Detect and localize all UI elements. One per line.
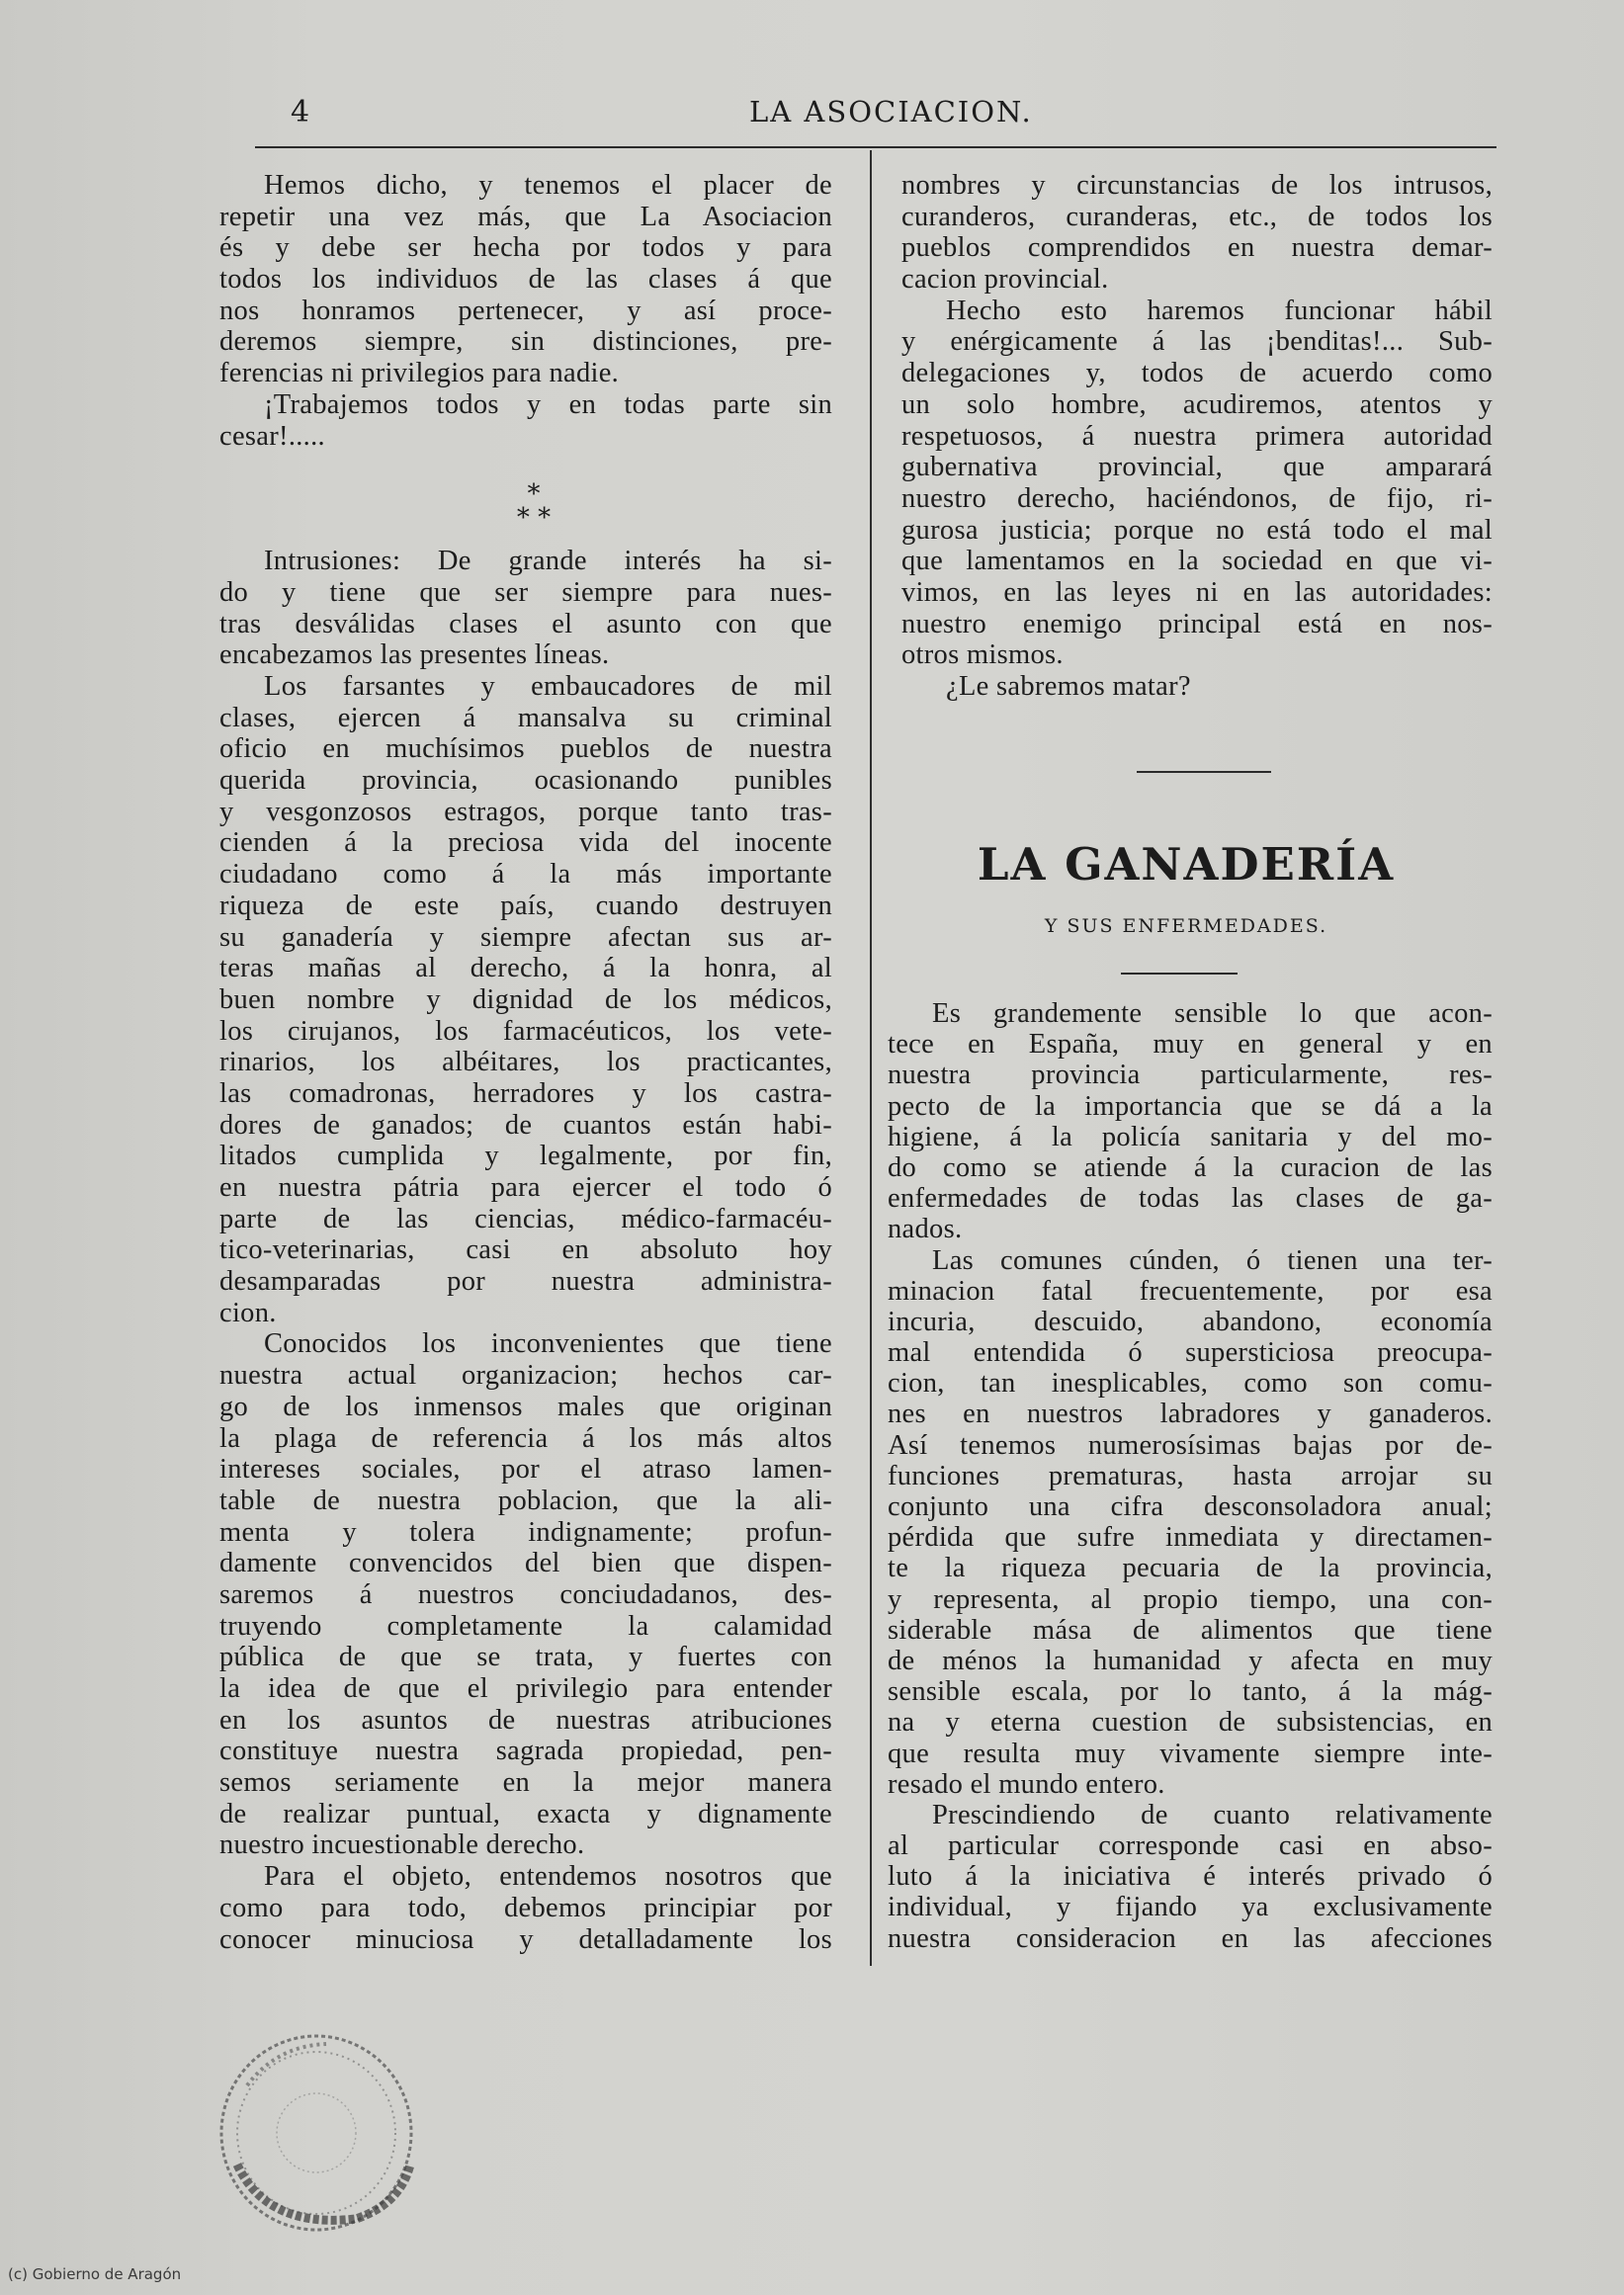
text-line: riqueza de este país, cuando destruyen: [219, 890, 832, 921]
text-line: en los asuntos de nuestras atribuciones: [219, 1704, 832, 1736]
text-line: ferencias ni privilegios para nadie.: [219, 358, 620, 389]
text-line: Conocidos los inconvenientes que tiene: [264, 1328, 832, 1360]
text-line: desamparadas por nuestra administra-: [219, 1266, 832, 1298]
text-line: nados.: [888, 1214, 963, 1245]
text-line: dores de ganados; de cuantos están habi-: [219, 1109, 832, 1141]
text-line: mal entendida ó supersticiosa preocupa-: [888, 1337, 1493, 1369]
image-credit: (c) Gobierno de Aragón: [8, 2265, 182, 2283]
right-column-top: [901, 170, 1493, 703]
text-line: cion, tan inesplicables, como son comu-: [888, 1368, 1493, 1400]
text-line: saremos á nuestros conciudadanos, des-: [219, 1578, 832, 1610]
text-line: go de los inmensos males que originan: [219, 1391, 832, 1422]
text-line: Prescindiendo de cuanto relativamente: [932, 1799, 1493, 1830]
text-line: sensible escala, por lo tanto, á la mág-: [888, 1676, 1493, 1708]
text-line: do como se atiende á la curacion de las: [888, 1151, 1493, 1183]
text-line: damente convencidos del bien que dispen-: [219, 1548, 832, 1579]
text-line: y representa, al propio tiempo, una con-: [888, 1583, 1493, 1615]
text-line: [219, 452, 832, 483]
text-line: gubernativa provincial, que amparará: [901, 452, 1493, 483]
section-rule-top: [1137, 771, 1271, 773]
library-stamp-seal: [208, 2016, 425, 2242]
text-line: y vesgonzosos estragos, porque tanto tras-: [219, 796, 832, 827]
text-line: cion.: [219, 1297, 277, 1328]
text-line: és y debe ser hecha por todos y para: [219, 232, 832, 264]
text-line: nuestro enemigo principal está en nos-: [901, 608, 1493, 639]
left-column: [219, 170, 832, 1955]
text-line: luto á la iniciativa é interés privado ó: [888, 1861, 1493, 1893]
text-line: table de nuestra poblacion, que la ali-: [219, 1485, 832, 1516]
text-line: deremos siempre, sin distinciones, pre-: [219, 326, 832, 358]
text-line: nuestra consideracion en las afecciones: [888, 1922, 1493, 1954]
text-line: cienden á la preciosa vida del inocente: [219, 827, 832, 859]
text-line: los cirujanos, los farmacéuticos, los vete-: [219, 1015, 832, 1047]
text-line: individual, y fijando ya exclusivamente: [888, 1892, 1493, 1923]
text-line: buen nombre y dignidad de los médicos,: [219, 983, 832, 1015]
text-line: ¿Le sabremos matar?: [946, 671, 1191, 702]
text-line: otros mismos.: [901, 639, 1064, 671]
text-line: Intrusiones: De grande interés ha si-: [264, 546, 832, 577]
text-line: pérdida que sufre inmediata y directamen-: [888, 1522, 1493, 1554]
text-line: tico-veterinarias, casi en absoluto hoy: [219, 1234, 832, 1266]
text-line: clases, ejercen á mansalva su criminal: [219, 702, 832, 733]
text-line: pecto de la importancia que se dá a la: [888, 1090, 1493, 1122]
text-line: higiene, á la policía sanitaria y del mo-: [888, 1121, 1493, 1152]
text-line: de ménos la humanidad y afecta en muy: [888, 1645, 1493, 1676]
text-line: repetir una vez más, que La Asociacion: [219, 201, 832, 232]
text-line: conocer minuciosa y detalladamente los: [219, 1923, 832, 1955]
text-line: curanderos, curanderas, etc., de todos los: [901, 201, 1493, 232]
text-line: al particular corresponde casi en abso-: [888, 1830, 1493, 1862]
text-line: litados cumplida y legalmente, por fin,: [219, 1141, 832, 1172]
text-line: enfermedades de todas las clases de ga-: [888, 1183, 1493, 1215]
section-title: LA GANADERÍA: [977, 838, 1396, 891]
page-header: [255, 95, 1496, 134]
text-line: tece en España, muy en general y en: [888, 1029, 1493, 1061]
header-rule: [255, 146, 1496, 148]
text-line: Es grandemente sensible lo que acon-: [932, 998, 1493, 1029]
text-line: cacion provincial.: [901, 264, 1109, 296]
text-line: nos honramos pertenecer, y así proce-: [219, 295, 832, 326]
text-line: te la riqueza pecuaria de la provincia,: [888, 1553, 1493, 1584]
text-line: incuria, descuido, abandono, economía: [888, 1306, 1493, 1337]
text-line: minacion fatal frecuentemente, por esa: [888, 1275, 1493, 1307]
text-line: nes en nuestros labradores y ganaderos.: [888, 1399, 1493, 1430]
text-line: nuestro incuestionable derecho.: [219, 1829, 585, 1861]
text-line: respetuosos, á nuestra primera autoridad: [901, 420, 1493, 452]
text-line: como para todo, debemos principiar por: [219, 1892, 832, 1923]
text-line: su ganadería y siempre afectan sus ar-: [219, 921, 832, 953]
text-line: teras mañas al derecho, á la honra, al: [219, 953, 832, 984]
text-line: oficio en muchísimos pueblos de nuestra: [219, 733, 832, 765]
text-line: ciudadano como á la más importante: [219, 859, 832, 891]
running-title: LA ASOCIACION.: [749, 95, 1033, 128]
text-line: Las comunes cúnden, ó tienen una ter-: [932, 1244, 1493, 1276]
text-line: semos seriamente en la mejor manera: [219, 1767, 832, 1799]
section-rule-bottom: [1121, 973, 1238, 975]
text-line: nombres y circunstancias de los intrusos,: [901, 170, 1493, 201]
text-line: do y tiene que ser siempre para nues-: [219, 576, 832, 608]
text-line: Hecho esto haremos funcionar hábil: [946, 295, 1493, 326]
text-line: funciones prematuras, hasta arrojar su: [888, 1460, 1493, 1491]
text-line: todos los individuos de las clases á que: [219, 264, 832, 296]
text-line: nuestro derecho, haciéndonos, de fijo, ri-: [901, 482, 1493, 514]
text-line: conjunto una cifra desconsoladora anual;: [888, 1491, 1493, 1522]
text-line: cesar!.....: [219, 420, 325, 452]
star-bottom: * *: [516, 503, 552, 533]
text-line: Los farsantes y embaucadores de mil: [264, 671, 832, 702]
text-line: na y eterna cuestion de subsistencias, en: [888, 1707, 1493, 1739]
section-subtitle: Y SUS ENFERMEDADES.: [1044, 915, 1328, 937]
text-line: truyendo completamente la calamidad: [219, 1610, 832, 1642]
text-line: la idea de que el privilegio para entender: [219, 1673, 832, 1704]
text-line: constituye nuestra sagrada propiedad, pen-: [219, 1736, 832, 1767]
text-line: vimos, en las leyes ni en las autoridades:: [901, 576, 1493, 608]
text-line: que lamentamos en la sociedad en que vi-: [901, 546, 1493, 577]
text-line: gurosa justicia; porque no está todo el mal: [901, 514, 1493, 546]
section-separator-stars: [494, 479, 573, 542]
text-line: nuestra actual organizacion; hechos car-: [219, 1360, 832, 1392]
text-line: Para el objeto, entendemos nosotros que: [264, 1861, 832, 1893]
text-line: encabezamos las presentes líneas.: [219, 639, 610, 671]
text-line: que resulta muy vivamente siempre inte-: [888, 1738, 1493, 1769]
text-line: rinarios, los albéitares, los practicantes,: [219, 1047, 832, 1078]
text-line: Hemos dicho, y tenemos el placer de: [264, 170, 832, 201]
text-line: en nuestra pátria para ejercer el todo ó: [219, 1172, 832, 1203]
text-line: siderable mása de alimentos que tiene: [888, 1614, 1493, 1646]
text-line: de realizar puntual, exacta y dignamente: [219, 1798, 832, 1829]
text-line: Así tenemos numerosísimas bajas por de-: [888, 1429, 1493, 1461]
text-line: pública de que se trata, y fuertes con: [219, 1642, 832, 1673]
text-line: y enérgicamente á las ¡benditas!... Sub-: [901, 326, 1493, 358]
text-line: delegaciones y, todos de acuerdo como: [901, 358, 1493, 389]
page-number: 4: [291, 95, 310, 129]
text-line: tras desválidas clases el asunto con que: [219, 608, 832, 639]
text-line: ¡Trabajemos todos y en todas parte sin: [264, 388, 832, 420]
text-line: intereses sociales, por el atraso lamen-: [219, 1454, 832, 1486]
text-line: la plaga de referencia á los más altos: [219, 1422, 832, 1454]
text-line: pueblos comprendidos en nuestra demar-: [901, 232, 1493, 264]
text-line: parte de las ciencias, médico-farmacéu-: [219, 1203, 832, 1234]
star-top: *: [527, 479, 541, 509]
text-line: las comadronas, herradores y los castra-: [219, 1077, 832, 1109]
text-line: nuestra provincia particularmente, res-: [888, 1060, 1493, 1091]
right-column-bottom: [888, 998, 1493, 1954]
text-line: un solo hombre, acudiremos, atentos y: [901, 388, 1493, 420]
text-line: resado el mundo entero.: [888, 1768, 1165, 1800]
text-line: menta y tolera indignamente; profun-: [219, 1516, 832, 1548]
column-divider: [870, 150, 872, 1966]
text-line: querida provincia, ocasionando punibles: [219, 765, 832, 797]
